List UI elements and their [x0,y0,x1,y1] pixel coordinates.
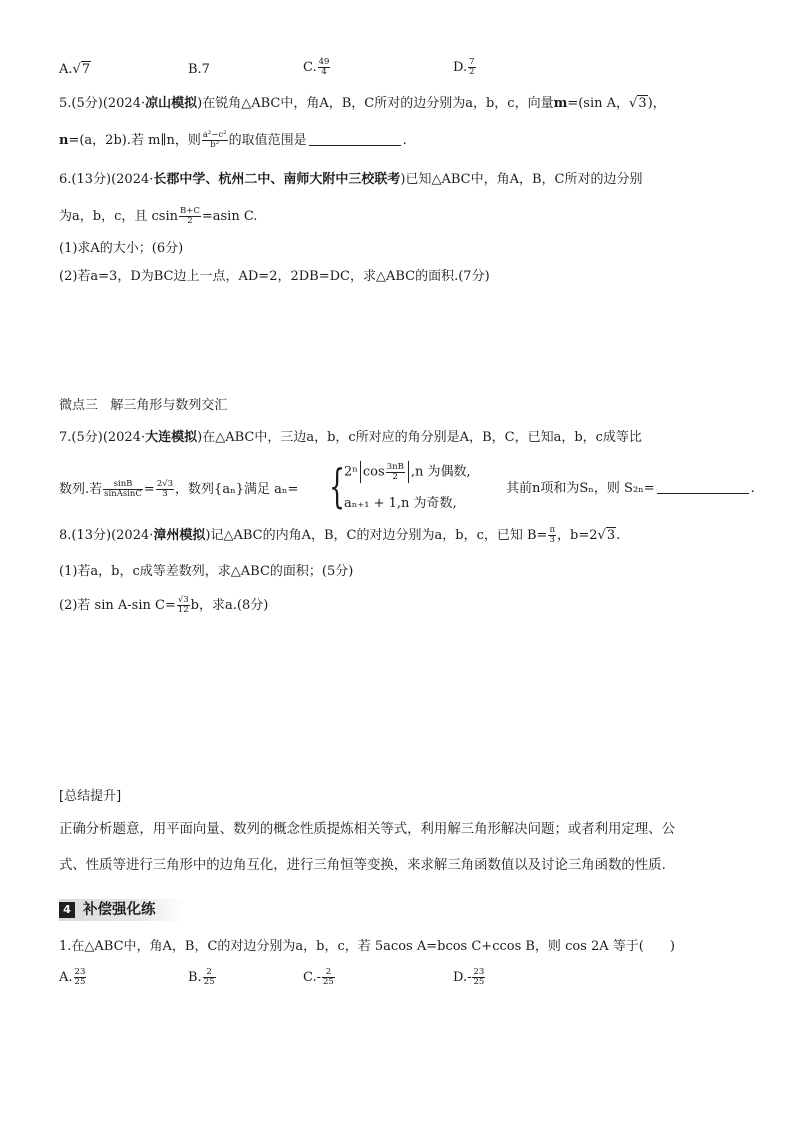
answer-blank[interactable] [309,133,401,146]
answer-blank[interactable] [657,481,749,494]
q4-option-d: D. $\frac{7}{2}$ [453,57,475,77]
q6-part2: (2)若a=3，D为BC边上一点，AD=2，2DB=DC，求△ABC的面积.(7分) [59,269,490,284]
q8-line1: 8.(13分)(2024·漳州模拟)记△ABC的内角A，B，C的对边分别为a，b，c，已知 B= $\frac{\pi}{3}$ ，b=2√3. [59,525,621,545]
c1-option-a: A. $\frac{23}{25}$ [59,967,86,987]
sqrt-symbol: √ [72,62,81,77]
q6-line1: 6.(13分)(2024·长郡中学、杭州二中、南师大附中三校联考)已知△ABC中，角A，B，C所对的边分别 [59,172,643,187]
piecewise-brace: { [329,459,346,513]
q6-line2: 为a，b，c，且 csin $\frac{B+C}{2}$ =asin C. [59,206,258,226]
q4-option-c: C. $\frac{49}{4}$ [303,57,330,77]
section-title: 补偿强化练 [83,902,156,918]
section-number-icon: 4 [59,902,75,918]
summary-heading: [总结提升] [59,789,122,804]
c1-option-c: C.- $\frac{2}{25}$ [303,967,334,987]
q7-line1: 7.(5分)(2024·大连模拟)在△ABC中，三边a，b，c所对应的角分别是A，B，C，已知a，b，c成等比 [59,430,642,445]
q5-line1: 5.(5分)(2024·凉山模拟)在锐角△ABC中，角A，B，C所对的边分别为a，b，c，向量m=(sin A，√3)， [59,96,666,111]
q7-line2: 数列.若 $\frac{\sin B}{\text{sinAsinC}}$ = $\frac{2√3}{3}$ ，数列{aₙ}满足 aₙ= { 2ⁿ cos $\frac{3nB}{2}$ ,n 为偶数, aₙ₊₁ + 1,n 为奇数, 其前n项和为Sₙ，则 S₂ₙ= . [59,459,755,513]
micro-point-heading: 微点三 解三角形与数列交汇 [59,398,228,413]
q4-option-a: A.√7 [59,62,91,77]
piecewise-case-odd: aₙ₊₁ + 1,n 为奇数, [344,496,457,511]
section-header [59,899,185,921]
c1-option-b: B. $\frac{2}{25}$ [188,967,215,987]
c1-stem: 1.在△ABC中，角A，B，C的对边分别为a，b，c，若 5acos A=bcos C+ccos B，则 cos 2A 等于( ) [59,939,675,954]
q5-line2: n=(a，2b).若 m∥n，则 $\frac{\text{a²−c²}}{\text{b²}}$ 的取值范围是 . [59,130,407,150]
summary-line2: 式、性质等进行三角形中的边角互化，进行三角恒等变换，来求解三角函数值以及讨论三角函数的性质. [59,858,666,873]
summary-line1: 正确分析题意，用平面向量、数列的概念性质提炼相关等式，利用解三角形解决问题；或者利用定理、公 [59,822,675,837]
q4-option-b: B.7 [188,62,210,77]
q8-part2: (2)若 sin A-sin C= $\frac{√3}{12}$ b，求a.(8分) [59,595,269,615]
q8-part1: (1)若a，b，c成等差数列，求△ABC的面积；(5分) [59,564,354,579]
c1-option-d: D.- $\frac{23}{25}$ [453,967,485,987]
piecewise-case-even: 2ⁿ cos $\frac{3nB}{2}$ ,n 为偶数, [344,461,471,482]
q6-part1: (1)求A的大小；(6分) [59,241,184,256]
